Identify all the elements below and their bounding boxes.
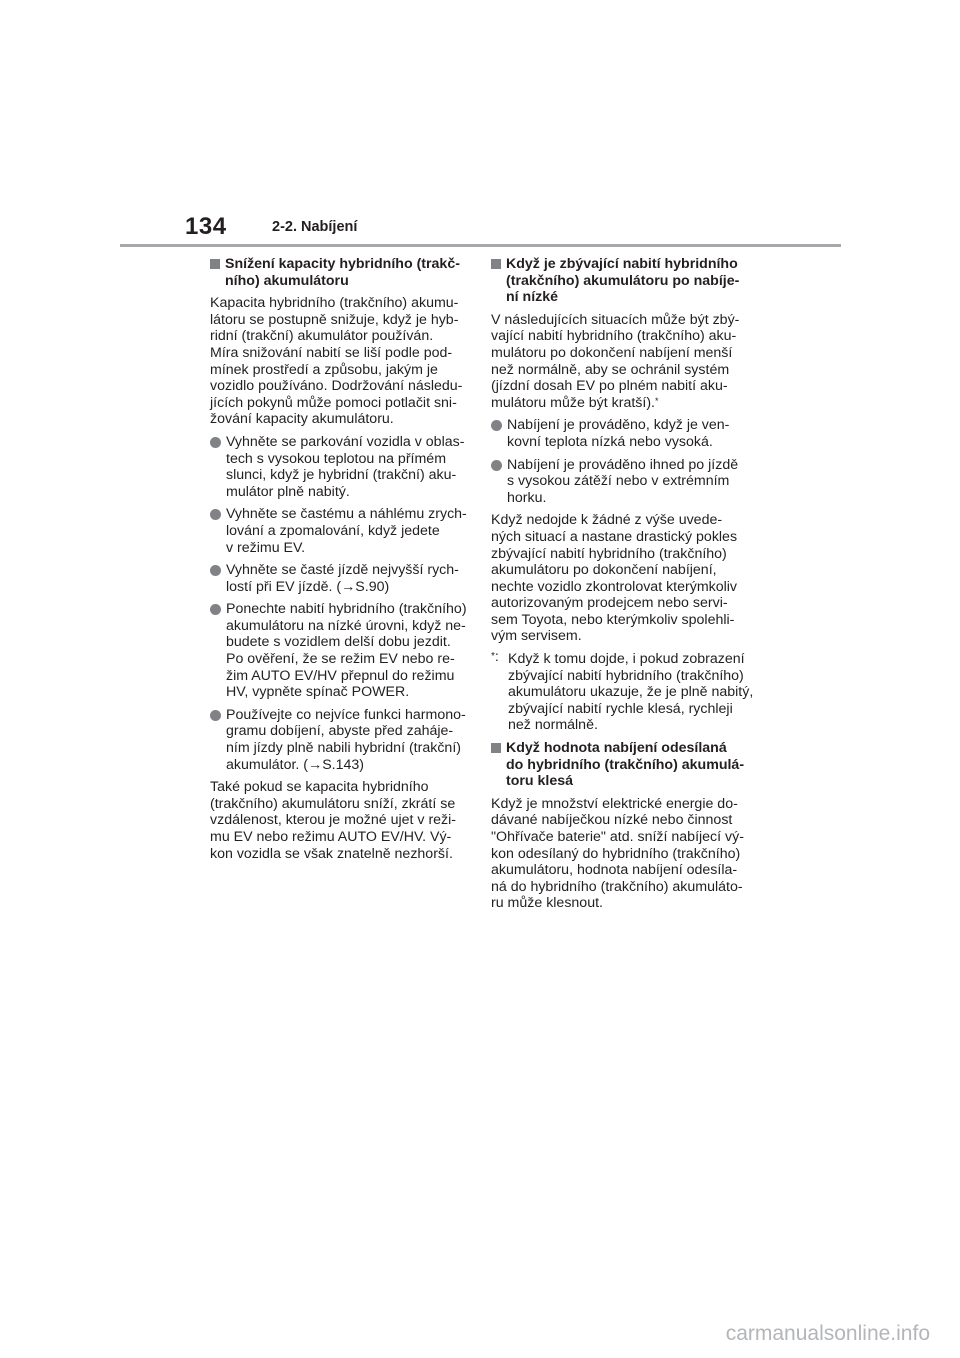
text-line: Ponechte nabití hybridního (trakčního) [226, 601, 467, 618]
text-line: lování a zpomalování, když jedete [226, 522, 440, 539]
text-line: mulátoru po dokončení nabíjení menší [491, 344, 733, 361]
heading-capacity-reduction [210, 256, 468, 289]
footnote-marker: * [655, 395, 659, 406]
heading-charging-value-drop [491, 740, 749, 790]
heading-line: Snížení kapacity hybridního (trakč- [225, 256, 460, 272]
header-rule [120, 244, 841, 247]
square-bullet-icon [491, 259, 501, 269]
text-line: než normálně. [508, 717, 598, 734]
heading-line: ního) akumulátoru [225, 272, 349, 289]
text-line: HV, vypněte spínač POWER. [226, 684, 410, 701]
footnote-asterisk: * [491, 651, 495, 663]
text-line: zbývající nabití hybridního (trakčního) [491, 545, 727, 562]
text-line: nechte vozidlo zkontrolovat kterýmkoliv [491, 578, 738, 595]
footnote [491, 649, 754, 734]
text-line: Nabíjení je prováděno, když je ven- [507, 417, 730, 434]
text-line: jících pokynů může pomoci potlačit sni- [210, 394, 457, 411]
text-line: slunci, když je hybridní (trakční) aku- [226, 467, 457, 484]
text-line: budete s vozidlem delší dobu jezdit. [226, 634, 451, 651]
text-line: Když je množství elektrické energie do- [491, 795, 738, 812]
left-column [210, 256, 468, 868]
text-line: mu EV nebo režimu AUTO EV/HV. Vý- [210, 829, 452, 845]
round-bullet-icon [210, 509, 221, 520]
watermark-text: carmanualsonline.info [725, 1322, 930, 1345]
bullet-item [210, 707, 468, 773]
text-line: látoru se postupně snižuje, když je hyb- [210, 311, 459, 328]
round-bullet-icon [491, 420, 502, 431]
text-line: ru může klesnout. [491, 895, 603, 912]
text-line: ním jízdy plně nabili hybridní (trakční) [226, 740, 461, 757]
text-line: Když k tomu dojde, i pokud zobrazení [508, 651, 745, 668]
section-title: 2-2. Nabíjení [272, 219, 358, 235]
paragraph-charging-value-drop [491, 796, 749, 912]
heading-low-charge [491, 256, 749, 306]
text-line: ridní (trakční) akumulátor používán. [210, 328, 434, 345]
text-line: Vyhněte se častému a náhlému zrych- [226, 506, 467, 523]
text-line: V následujících situacích může být zbý- [491, 311, 740, 328]
page-reference-link[interactable]: lostí při EV jízdě. (→S.90) [226, 578, 390, 595]
round-bullet-icon [210, 565, 221, 576]
bullet-item [210, 562, 468, 595]
text-line: s vysokou zátěží nebo v extrémním [507, 473, 730, 490]
heading-line: Když je zbývající nabití hybridního [506, 256, 738, 272]
text-line: Po ověření, že se režim EV nebo re- [226, 651, 455, 668]
text-line: kon odesílaný do hybridního (trakčního) [491, 845, 741, 862]
text-line: "Ohřívače baterie" atd. sníží nabíjecí vý- [491, 829, 744, 845]
text-line: zbývající nabití hybridního (trakčního) [508, 667, 744, 684]
text-line: Když nedojde k žádné z výše uvede- [491, 512, 723, 529]
round-bullet-icon [210, 437, 221, 448]
text-line: akumulátoru ukazuje, že je plně nabitý, [508, 684, 754, 701]
text-line: žování kapacity akumulátoru. [210, 411, 394, 428]
round-bullet-icon [210, 710, 221, 721]
text-line: akumulátoru, hodnota nabíjení odesíla- [491, 862, 738, 879]
text-line: kon vozidla se však znatelně nezhorší. [210, 845, 453, 862]
square-bullet-icon [210, 259, 220, 269]
text-line: ná do hybridního (trakčního) akumuláto- [491, 878, 743, 895]
text-line: vající nabití hybridního (trakčního) aku- [491, 328, 737, 345]
footnote-colon: : [494, 649, 499, 666]
text-line: Vyhněte se časté jízdě nejvyšší rych- [226, 562, 459, 579]
round-bullet-icon [491, 460, 502, 471]
text-line: Používejte co nejvíce funkci harmono- [226, 706, 466, 723]
text-line: akumulátoru po dokončení nabíjení, [491, 562, 717, 579]
text-line: vým servisem. [491, 628, 582, 645]
text-line: horku. [507, 489, 547, 506]
bullet-item [210, 434, 468, 500]
text-line: gramu dobíjení, abyste před zaháje- [226, 723, 454, 740]
text-line: ných situací a nastane drastický pokles [491, 528, 738, 545]
text-line: Vyhněte se parkování vozidla v oblas- [226, 433, 465, 450]
text-line: zbývající nabití rychle klesá, rychleji [508, 700, 733, 717]
text-line: autorizovaným prodejcem nebo servi- [491, 595, 728, 612]
text-line: mínek prostředí a způsobu, jakým je [210, 361, 438, 378]
text-line: mulátor plně nabitý. [226, 483, 350, 500]
heading-line: ní nízké [506, 289, 559, 306]
text-line: tech s vysokou teplotou na přímém [226, 450, 447, 467]
text-line: (trakčního) akumulátoru sníží, zkrátí se [210, 795, 456, 812]
text-line: vozidlo používáno. Dodržování následu- [210, 378, 463, 395]
text-line: žim AUTO EV/HV přepnul do režimu [226, 667, 455, 684]
text-line: sem Toyota, nebo kterýmkoliv spolehli- [491, 611, 735, 628]
bullet-item [210, 601, 468, 701]
round-bullet-icon [210, 604, 221, 615]
heading-line: toru klesá [506, 773, 574, 790]
footnote-label [491, 649, 499, 666]
heading-line: (trakčního) akumulátoru po nabíje- [506, 272, 740, 289]
text-line: kovní teplota nízká nebo vysoká. [507, 433, 713, 450]
text-line: Míra snižování nabití se liší podle pod- [210, 344, 453, 361]
paragraph-service-advice [491, 512, 749, 645]
text-line: než normálně, aby se ochránil systém [491, 361, 730, 378]
text-line: Nabíjení je prováděno ihned po jízdě [507, 456, 739, 473]
text-line [491, 395, 749, 412]
text-span: mulátoru může být kratší). [491, 394, 655, 411]
paragraph-capacity-outro [210, 779, 468, 862]
bullet-item [491, 457, 749, 507]
text-line: vzdálenost, kterou je možné ujet v reži- [210, 812, 457, 829]
text-line: Také pokud se kapacita hybridního [210, 779, 429, 796]
text-line: akumulátoru na nízké úrovni, když ne- [226, 617, 466, 634]
bullet-item [491, 417, 749, 450]
heading-line: do hybridního (trakčního) akumulá- [506, 756, 745, 773]
paragraph-capacity-intro [210, 295, 468, 428]
heading-line: Když hodnota nabíjení odesílaná [506, 740, 727, 757]
right-column [491, 256, 754, 918]
text-line: (jízdní dosah EV po plném nabití aku- [491, 378, 728, 395]
paragraph-low-charge [491, 312, 749, 412]
page-number: 134 [185, 213, 227, 240]
page-reference-link[interactable]: akumulátor. (→S.143) [226, 756, 364, 773]
text-line: dávané nabíječkou nízké nebo činnost [491, 812, 733, 829]
text-line: v režimu EV. [226, 539, 306, 556]
square-bullet-icon [491, 743, 501, 753]
bullet-item [210, 506, 468, 556]
text-line: Kapacita hybridního (trakčního) akumu- [210, 295, 459, 312]
